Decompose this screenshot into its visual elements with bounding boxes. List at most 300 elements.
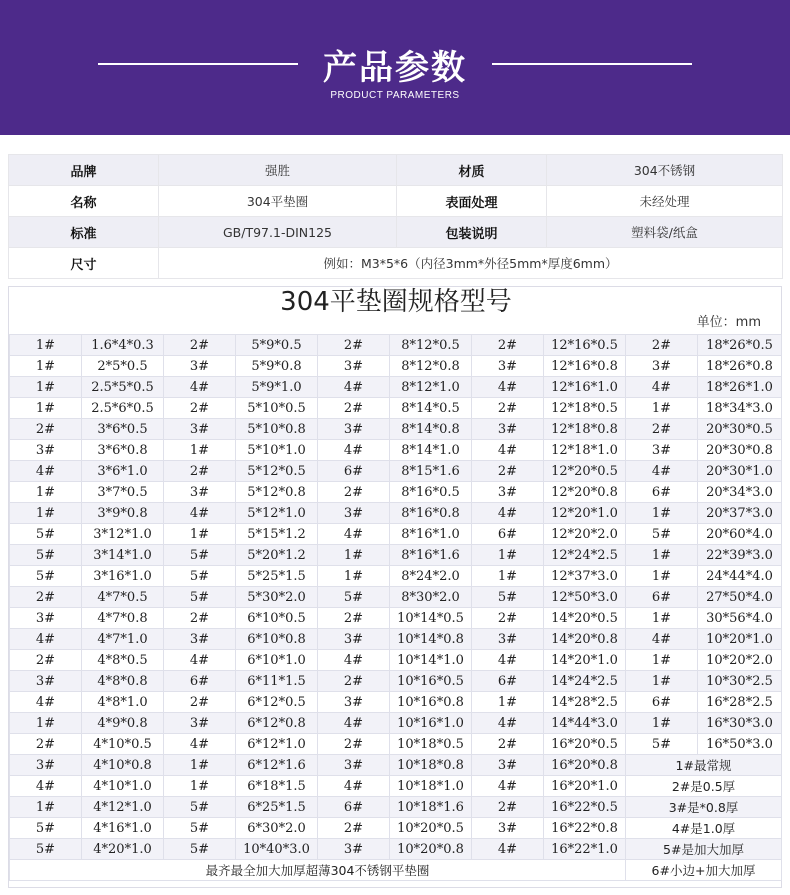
spec-row: [10, 377, 782, 398]
spec-grade-cell: 4#: [626, 377, 698, 398]
spec-grade-cell: 6#: [318, 797, 390, 818]
spec-size-cell: 8*30*2.0: [390, 587, 472, 608]
spec-row: [10, 671, 782, 692]
spec-grade-cell: 4#: [626, 461, 698, 482]
spec-grade-cell: 3#: [10, 440, 82, 461]
spec-size-cell: 6*10*0.5: [236, 608, 318, 629]
spec-grade-cell: 4#: [318, 713, 390, 734]
param-value: 未经处理: [547, 186, 783, 217]
spec-size-cell: 8*12*0.5: [390, 335, 472, 356]
spec-section: [8, 286, 782, 888]
spec-size-cell: 20*60*4.0: [698, 524, 782, 545]
spec-grade-cell: 1#: [10, 797, 82, 818]
spec-size-cell: 12*20*0.5: [544, 461, 626, 482]
spec-size-cell: 5*15*1.2: [236, 524, 318, 545]
param-label: 名称: [9, 186, 159, 217]
spec-size-cell: 10*20*2.0: [698, 650, 782, 671]
spec-row: [10, 419, 782, 440]
spec-size-cell: 8*16*1.0: [390, 524, 472, 545]
spec-grade-cell: 5#: [10, 566, 82, 587]
spec-grade-cell: 2#: [10, 650, 82, 671]
spec-grade-cell: 1#: [472, 566, 544, 587]
spec-grade-cell: 1#: [626, 608, 698, 629]
spec-legend-note: 6#小边+加大加厚: [626, 860, 782, 881]
spec-size-cell: 16*20*1.0: [544, 776, 626, 797]
spec-size-cell: 14*20*0.5: [544, 608, 626, 629]
spec-row: [10, 629, 782, 650]
spec-row: [10, 440, 782, 461]
spec-grade-cell: 2#: [472, 461, 544, 482]
spec-grade-cell: 2#: [472, 608, 544, 629]
spec-size-cell: 3*14*1.0: [82, 545, 164, 566]
spec-size-cell: 10*16*1.0: [390, 713, 472, 734]
spec-grade-cell: 1#: [10, 398, 82, 419]
spec-grade-cell: 1#: [10, 377, 82, 398]
param-value: 强胜: [159, 155, 397, 186]
spec-row: [10, 713, 782, 734]
spec-grade-cell: 2#: [626, 335, 698, 356]
spec-legend-note: 5#是加大加厚: [626, 839, 782, 860]
spec-size-cell: 4*7*0.8: [82, 608, 164, 629]
spec-size-cell: 4*8*1.0: [82, 692, 164, 713]
spec-grade-cell: 1#: [10, 482, 82, 503]
spec-grade-cell: 2#: [164, 398, 236, 419]
spec-size-cell: 16*20*0.8: [544, 755, 626, 776]
spec-size-cell: 14*28*2.5: [544, 692, 626, 713]
spec-grade-cell: 2#: [318, 335, 390, 356]
spec-size-cell: 2.5*6*0.5: [82, 398, 164, 419]
spec-size-cell: 8*14*1.0: [390, 440, 472, 461]
spec-grade-cell: 1#: [10, 713, 82, 734]
spec-grade-cell: 4#: [472, 650, 544, 671]
spec-grade-cell: 1#: [10, 356, 82, 377]
spec-size-cell: 3*6*0.5: [82, 419, 164, 440]
spec-grade-cell: 5#: [10, 524, 82, 545]
spec-row: [10, 692, 782, 713]
spec-size-cell: 8*16*0.8: [390, 503, 472, 524]
header-banner: [0, 0, 790, 135]
spec-grade-cell: 4#: [318, 524, 390, 545]
spec-grade-cell: 3#: [626, 356, 698, 377]
spec-size-cell: 24*44*4.0: [698, 566, 782, 587]
spec-grade-cell: 3#: [472, 482, 544, 503]
spec-grade-cell: 1#: [626, 671, 698, 692]
spec-size-cell: 6*10*1.0: [236, 650, 318, 671]
spec-size-cell: 4*16*1.0: [82, 818, 164, 839]
param-value: 304平垫圈: [159, 186, 397, 217]
spec-grade-cell: 3#: [10, 755, 82, 776]
spec-size-cell: 14*44*3.0: [544, 713, 626, 734]
spec-row: [10, 608, 782, 629]
spec-size-cell: 6*18*1.5: [236, 776, 318, 797]
spec-size-cell: 4*8*0.5: [82, 650, 164, 671]
spec-size-cell: 10*20*0.8: [390, 839, 472, 860]
param-value: GB/T97.1-DIN125: [159, 217, 397, 248]
spec-grade-cell: 2#: [318, 671, 390, 692]
spec-size-cell: 18*26*0.5: [698, 335, 782, 356]
spec-grade-cell: 3#: [472, 629, 544, 650]
params-row-size: [9, 248, 783, 279]
spec-grade-cell: 6#: [472, 671, 544, 692]
param-label: 包装说明: [397, 217, 547, 248]
spec-grade-cell: 2#: [318, 608, 390, 629]
spec-size-cell: 16*30*3.0: [698, 713, 782, 734]
spec-size-cell: 20*30*1.0: [698, 461, 782, 482]
spec-size-cell: 12*24*2.5: [544, 545, 626, 566]
spec-size-cell: 5*12*0.8: [236, 482, 318, 503]
spec-grade-cell: 3#: [10, 608, 82, 629]
spec-grade-cell: 3#: [164, 629, 236, 650]
spec-size-cell: 6*12*1.6: [236, 755, 318, 776]
spec-size-cell: 6*11*1.5: [236, 671, 318, 692]
spec-grade-cell: 6#: [318, 461, 390, 482]
spec-row: [10, 839, 782, 860]
spec-size-cell: 12*18*0.5: [544, 398, 626, 419]
spec-grade-cell: 2#: [472, 734, 544, 755]
spec-size-cell: 10*18*1.6: [390, 797, 472, 818]
spec-size-cell: 4*7*1.0: [82, 629, 164, 650]
spec-size-cell: 8*15*1.6: [390, 461, 472, 482]
params-body: [9, 155, 783, 279]
spec-grade-cell: 4#: [472, 776, 544, 797]
spec-size-cell: 16*22*0.8: [544, 818, 626, 839]
spec-grade-cell: 3#: [318, 503, 390, 524]
spec-grade-cell: 3#: [164, 713, 236, 734]
spec-grade-cell: 3#: [164, 356, 236, 377]
spec-size-cell: 20*30*0.5: [698, 419, 782, 440]
spec-row: [10, 503, 782, 524]
spec-grade-cell: 5#: [626, 734, 698, 755]
spec-size-cell: 8*14*0.5: [390, 398, 472, 419]
spec-row: [10, 776, 782, 797]
spec-row: [10, 566, 782, 587]
spec-grade-cell: 3#: [318, 692, 390, 713]
spec-size-cell: 10*20*1.0: [698, 629, 782, 650]
spec-grade-cell: 1#: [626, 503, 698, 524]
spec-grade-cell: 4#: [10, 629, 82, 650]
spec-grade-cell: 3#: [10, 671, 82, 692]
spec-grade-cell: 5#: [164, 797, 236, 818]
spec-grade-cell: 4#: [318, 650, 390, 671]
spec-size-cell: 27*50*4.0: [698, 587, 782, 608]
spec-size-cell: 20*37*3.0: [698, 503, 782, 524]
spec-size-cell: 16*28*2.5: [698, 692, 782, 713]
spec-grade-cell: 1#: [10, 335, 82, 356]
spec-title: 304平垫圈规格型号: [280, 287, 512, 317]
spec-grade-cell: 3#: [626, 440, 698, 461]
spec-size-cell: 6*12*1.0: [236, 734, 318, 755]
spec-row: [10, 734, 782, 755]
spec-size-cell: 8*24*2.0: [390, 566, 472, 587]
spec-legend-note: 2#是0.5厚: [626, 776, 782, 797]
spec-size-cell: 14*20*1.0: [544, 650, 626, 671]
spec-grade-cell: 6#: [626, 692, 698, 713]
spec-legend-note: 4#是1.0厚: [626, 818, 782, 839]
spec-grade-cell: 5#: [164, 839, 236, 860]
spec-size-cell: 4*12*1.0: [82, 797, 164, 818]
spec-grade-cell: 5#: [164, 818, 236, 839]
spec-size-cell: 4*20*1.0: [82, 839, 164, 860]
spec-size-cell: 5*10*0.8: [236, 419, 318, 440]
spec-size-cell: 3*6*0.8: [82, 440, 164, 461]
spec-size-cell: 5*10*0.5: [236, 398, 318, 419]
spec-grade-cell: 3#: [318, 839, 390, 860]
spec-size-cell: 16*20*0.5: [544, 734, 626, 755]
spec-size-cell: 8*12*0.8: [390, 356, 472, 377]
spec-grade-cell: 1#: [472, 545, 544, 566]
spec-grade-cell: 4#: [164, 377, 236, 398]
spec-grade-cell: 1#: [164, 524, 236, 545]
spec-size-cell: 6*30*2.0: [236, 818, 318, 839]
spec-grade-cell: 3#: [472, 755, 544, 776]
spec-grade-cell: 2#: [472, 398, 544, 419]
spec-size-cell: 12*18*1.0: [544, 440, 626, 461]
spec-grade-cell: 1#: [164, 755, 236, 776]
spec-grade-cell: 6#: [626, 482, 698, 503]
spec-grade-cell: 5#: [164, 587, 236, 608]
spec-size-cell: 16*22*0.5: [544, 797, 626, 818]
spec-grade-cell: 1#: [10, 503, 82, 524]
params-row: [9, 155, 783, 186]
spec-size-cell: 18*26*1.0: [698, 377, 782, 398]
spec-size-cell: 3*16*1.0: [82, 566, 164, 587]
spec-size-cell: 12*20*0.8: [544, 482, 626, 503]
spec-size-cell: 10*14*0.5: [390, 608, 472, 629]
spec-size-cell: 10*16*0.8: [390, 692, 472, 713]
param-label: 材质: [397, 155, 547, 186]
spec-row: [10, 755, 782, 776]
spec-row: [10, 587, 782, 608]
spec-grade-cell: 1#: [318, 566, 390, 587]
param-value: 塑料袋/纸盒: [547, 217, 783, 248]
params-row: [9, 186, 783, 217]
spec-row: [10, 524, 782, 545]
spec-grade-cell: 1#: [472, 692, 544, 713]
spec-row: [10, 335, 782, 356]
spec-size-cell: 8*16*0.5: [390, 482, 472, 503]
spec-grade-cell: 4#: [318, 440, 390, 461]
spec-grade-cell: 4#: [164, 734, 236, 755]
spec-size-cell: 5*9*1.0: [236, 377, 318, 398]
spec-grade-cell: 4#: [10, 461, 82, 482]
spec-size-cell: 10*18*1.0: [390, 776, 472, 797]
spec-size-cell: 12*16*0.5: [544, 335, 626, 356]
spec-grade-cell: 2#: [318, 398, 390, 419]
spec-grade-cell: 5#: [10, 818, 82, 839]
spec-size-cell: 3*7*0.5: [82, 482, 164, 503]
spec-size-cell: 12*16*1.0: [544, 377, 626, 398]
spec-grade-cell: 3#: [472, 419, 544, 440]
spec-row: [10, 398, 782, 419]
spec-grade-cell: 2#: [626, 419, 698, 440]
spec-grade-cell: 4#: [164, 650, 236, 671]
spec-grade-cell: 4#: [10, 692, 82, 713]
spec-size-cell: 10*18*0.8: [390, 755, 472, 776]
spec-size-cell: 18*26*0.8: [698, 356, 782, 377]
spec-size-cell: 12*50*3.0: [544, 587, 626, 608]
spec-size-cell: 2.5*5*0.5: [82, 377, 164, 398]
spec-grade-cell: 4#: [318, 776, 390, 797]
spec-legend-note: 1#最常规: [626, 755, 782, 776]
spec-grade-cell: 5#: [164, 545, 236, 566]
spec-grade-cell: 5#: [626, 524, 698, 545]
spec-grade-cell: 4#: [472, 839, 544, 860]
spec-grade-cell: 2#: [10, 587, 82, 608]
spec-size-cell: 4*9*0.8: [82, 713, 164, 734]
spec-size-cell: 12*37*3.0: [544, 566, 626, 587]
spec-size-cell: 10*18*0.5: [390, 734, 472, 755]
spec-grade-cell: 2#: [10, 419, 82, 440]
spec-row: [10, 545, 782, 566]
spec-size-cell: 14*20*0.8: [544, 629, 626, 650]
param-label: 品牌: [9, 155, 159, 186]
spec-size-cell: 22*39*3.0: [698, 545, 782, 566]
spec-grade-cell: 2#: [472, 335, 544, 356]
spec-size-cell: 5*9*0.5: [236, 335, 318, 356]
spec-grade-cell: 4#: [472, 377, 544, 398]
spec-size-cell: 4*7*0.5: [82, 587, 164, 608]
spec-grade-cell: 4#: [10, 776, 82, 797]
spec-row: [10, 461, 782, 482]
spec-grade-cell: 3#: [318, 356, 390, 377]
spec-grade-cell: 3#: [318, 755, 390, 776]
spec-grade-cell: 5#: [164, 566, 236, 587]
spec-size-cell: 18*34*3.0: [698, 398, 782, 419]
spec-size-cell: 4*10*0.8: [82, 755, 164, 776]
spec-size-cell: 1.6*4*0.3: [82, 335, 164, 356]
spec-size-cell: 5*30*2.0: [236, 587, 318, 608]
spec-grade-cell: 4#: [164, 503, 236, 524]
spec-size-cell: 5*12*0.5: [236, 461, 318, 482]
banner-divider-right: [492, 63, 692, 65]
param-label-size: 尺寸: [9, 248, 159, 279]
banner-title: 产品参数: [323, 48, 467, 88]
spec-size-cell: 6*12*0.8: [236, 713, 318, 734]
spec-size-cell: 2*5*0.5: [82, 356, 164, 377]
spec-grade-cell: 5#: [10, 545, 82, 566]
spec-legend-note: 3#是*0.8厚: [626, 797, 782, 818]
spec-grade-cell: 3#: [472, 818, 544, 839]
spec-size-cell: 6*25*1.5: [236, 797, 318, 818]
spec-size-cell: 5*20*1.2: [236, 545, 318, 566]
spec-size-cell: 4*10*1.0: [82, 776, 164, 797]
spec-grade-cell: 2#: [318, 734, 390, 755]
spec-grade-cell: 3#: [318, 419, 390, 440]
spec-grade-cell: 4#: [472, 503, 544, 524]
spec-footer-row: [10, 860, 782, 881]
spec-size-cell: 3*9*0.8: [82, 503, 164, 524]
spec-grade-cell: 4#: [318, 377, 390, 398]
spec-size-cell: 14*24*2.5: [544, 671, 626, 692]
spec-grade-cell: 1#: [164, 776, 236, 797]
spec-grade-cell: 3#: [472, 356, 544, 377]
product-params-table: [8, 154, 783, 279]
spec-grade-cell: 3#: [318, 629, 390, 650]
spec-size-cell: 16*22*1.0: [544, 839, 626, 860]
spec-grade-cell: 4#: [472, 440, 544, 461]
spec-size-cell: 16*50*3.0: [698, 734, 782, 755]
spec-grade-cell: 4#: [472, 713, 544, 734]
spec-row: [10, 818, 782, 839]
spec-grade-cell: 2#: [164, 461, 236, 482]
spec-footer-text: 最齐最全加大加厚超薄304不锈钢平垫圈: [10, 860, 626, 881]
param-label: 标准: [9, 217, 159, 248]
spec-size-cell: 12*18*0.8: [544, 419, 626, 440]
spec-size-cell: 10*30*2.5: [698, 671, 782, 692]
spec-size-cell: 30*56*4.0: [698, 608, 782, 629]
spec-size-cell: 12*20*2.0: [544, 524, 626, 545]
spec-size-cell: 12*20*1.0: [544, 503, 626, 524]
spec-grade-cell: 2#: [10, 734, 82, 755]
spec-size-cell: 10*16*0.5: [390, 671, 472, 692]
spec-body: [10, 335, 782, 881]
spec-row: [10, 797, 782, 818]
spec-size-cell: 20*30*0.8: [698, 440, 782, 461]
spec-grade-cell: 2#: [318, 818, 390, 839]
spec-size-cell: 10*14*0.8: [390, 629, 472, 650]
spec-table: [9, 334, 782, 881]
spec-grade-cell: 3#: [164, 419, 236, 440]
spec-grade-cell: 2#: [164, 692, 236, 713]
spec-grade-cell: 3#: [164, 482, 236, 503]
spec-grade-cell: 1#: [626, 398, 698, 419]
spec-size-cell: 8*12*1.0: [390, 377, 472, 398]
spec-size-cell: 5*10*1.0: [236, 440, 318, 461]
spec-grade-cell: 5#: [472, 587, 544, 608]
spec-size-cell: 3*6*1.0: [82, 461, 164, 482]
spec-grade-cell: 6#: [164, 671, 236, 692]
param-value-size: 例如：M3*5*6（内径3mm*外径5mm*厚度6mm）: [159, 248, 783, 279]
spec-size-cell: 4*8*0.8: [82, 671, 164, 692]
spec-size-cell: 5*12*1.0: [236, 503, 318, 524]
spec-row: [10, 650, 782, 671]
spec-grade-cell: 1#: [164, 440, 236, 461]
spec-grade-cell: 1#: [626, 650, 698, 671]
params-row: [9, 217, 783, 248]
spec-row: [10, 356, 782, 377]
spec-size-cell: 10*40*3.0: [236, 839, 318, 860]
spec-size-cell: 10*14*1.0: [390, 650, 472, 671]
spec-size-cell: 5*25*1.5: [236, 566, 318, 587]
spec-size-cell: 6*10*0.8: [236, 629, 318, 650]
param-label: 表面处理: [397, 186, 547, 217]
spec-grade-cell: 2#: [164, 608, 236, 629]
spec-size-cell: 6*12*0.5: [236, 692, 318, 713]
param-value: 304不锈钢: [547, 155, 783, 186]
spec-grade-cell: 6#: [472, 524, 544, 545]
spec-size-cell: 8*16*1.6: [390, 545, 472, 566]
spec-size-cell: 10*20*0.5: [390, 818, 472, 839]
spec-row: [10, 482, 782, 503]
spec-grade-cell: 6#: [626, 587, 698, 608]
spec-size-cell: 20*34*3.0: [698, 482, 782, 503]
spec-grade-cell: 2#: [164, 335, 236, 356]
spec-grade-cell: 5#: [318, 587, 390, 608]
banner-subtitle: PRODUCT PARAMETERS: [330, 90, 460, 101]
spec-grade-cell: 1#: [626, 545, 698, 566]
spec-grade-cell: 1#: [626, 566, 698, 587]
spec-grade-cell: 2#: [318, 482, 390, 503]
spec-grade-cell: 1#: [626, 713, 698, 734]
spec-size-cell: 8*14*0.8: [390, 419, 472, 440]
spec-size-cell: 3*12*1.0: [82, 524, 164, 545]
spec-size-cell: 12*16*0.8: [544, 356, 626, 377]
spec-grade-cell: 5#: [10, 839, 82, 860]
spec-size-cell: 5*9*0.8: [236, 356, 318, 377]
spec-grade-cell: 1#: [318, 545, 390, 566]
spec-unit: 单位：mm: [696, 315, 761, 330]
spec-grade-cell: 4#: [626, 629, 698, 650]
